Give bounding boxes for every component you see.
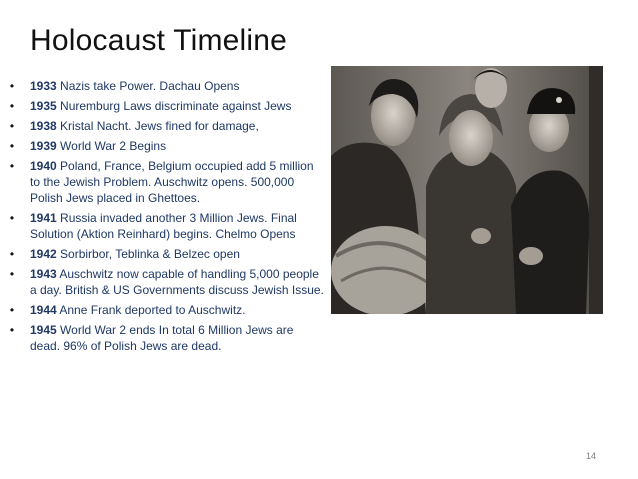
timeline-year: 1938 — [30, 119, 57, 133]
timeline-item — [6, 210, 324, 242]
timeline-text: Nazis take Power. Dachau Opens — [60, 79, 240, 93]
bullet-icon: • — [9, 211, 15, 225]
timeline-item — [6, 138, 324, 154]
slide-title: Holocaust Timeline — [30, 24, 288, 57]
timeline-year: 1943 — [30, 267, 57, 281]
timeline-text: Poland, France, Belgium occupied add 5 million to the Jewish Problem. Auschwitz opens. 500,000 Polish Jews placed in Ghettoes. — [30, 159, 314, 205]
timeline-year: 1942 — [30, 247, 57, 261]
timeline-text: Auschwitz now capable of handling 5,000 people a day. British & US Governments discuss Jewish Issue. — [30, 267, 324, 297]
bullet-icon: • — [9, 267, 15, 281]
bullet-icon: • — [9, 247, 15, 261]
timeline-year: 1933 — [30, 79, 57, 93]
timeline-text: Russia invaded another 3 Million Jews. Final Solution (Aktion Reinhard) begins. Chelmo Opens — [30, 211, 297, 241]
photograph-image — [331, 66, 603, 314]
timeline-item — [6, 158, 324, 206]
timeline-item — [6, 266, 324, 298]
page-number: 14 — [586, 451, 597, 461]
timeline-year: 1941 — [30, 211, 57, 225]
bullet-icon: • — [9, 119, 15, 133]
timeline-text: Kristal Nacht. Jews fined for damage, — [60, 119, 259, 133]
bullet-icon: • — [9, 139, 15, 153]
timeline-text: Nuremburg Laws discriminate against Jews — [60, 99, 292, 113]
bullet-icon: • — [9, 159, 15, 173]
timeline-year: 1944 — [30, 303, 57, 317]
timeline-text: Sorbirbor, Teblinka & Belzec open — [60, 247, 240, 261]
bullet-icon: • — [9, 99, 15, 113]
timeline-year: 1939 — [30, 139, 57, 153]
timeline-item — [6, 78, 324, 94]
timeline-year: 1935 — [30, 99, 57, 113]
timeline-text: World War 2 ends In total 6 Million Jews are dead. 96% of Polish Jews are dead. — [30, 323, 294, 353]
bullet-icon: • — [9, 79, 15, 93]
historical-photo — [331, 66, 603, 314]
timeline-item — [6, 302, 324, 318]
timeline-list — [6, 78, 324, 358]
timeline-item — [6, 322, 324, 354]
timeline-year: 1940 — [30, 159, 57, 173]
timeline-year: 1945 — [30, 323, 57, 337]
timeline-item — [6, 118, 324, 134]
timeline-text: World War 2 Begins — [60, 139, 167, 153]
timeline-item — [6, 246, 324, 262]
bullet-icon: • — [9, 303, 15, 317]
bullet-icon: • — [9, 323, 15, 337]
timeline-item — [6, 98, 324, 114]
timeline-text: Anne Frank deported to Auschwitz. — [59, 303, 246, 317]
